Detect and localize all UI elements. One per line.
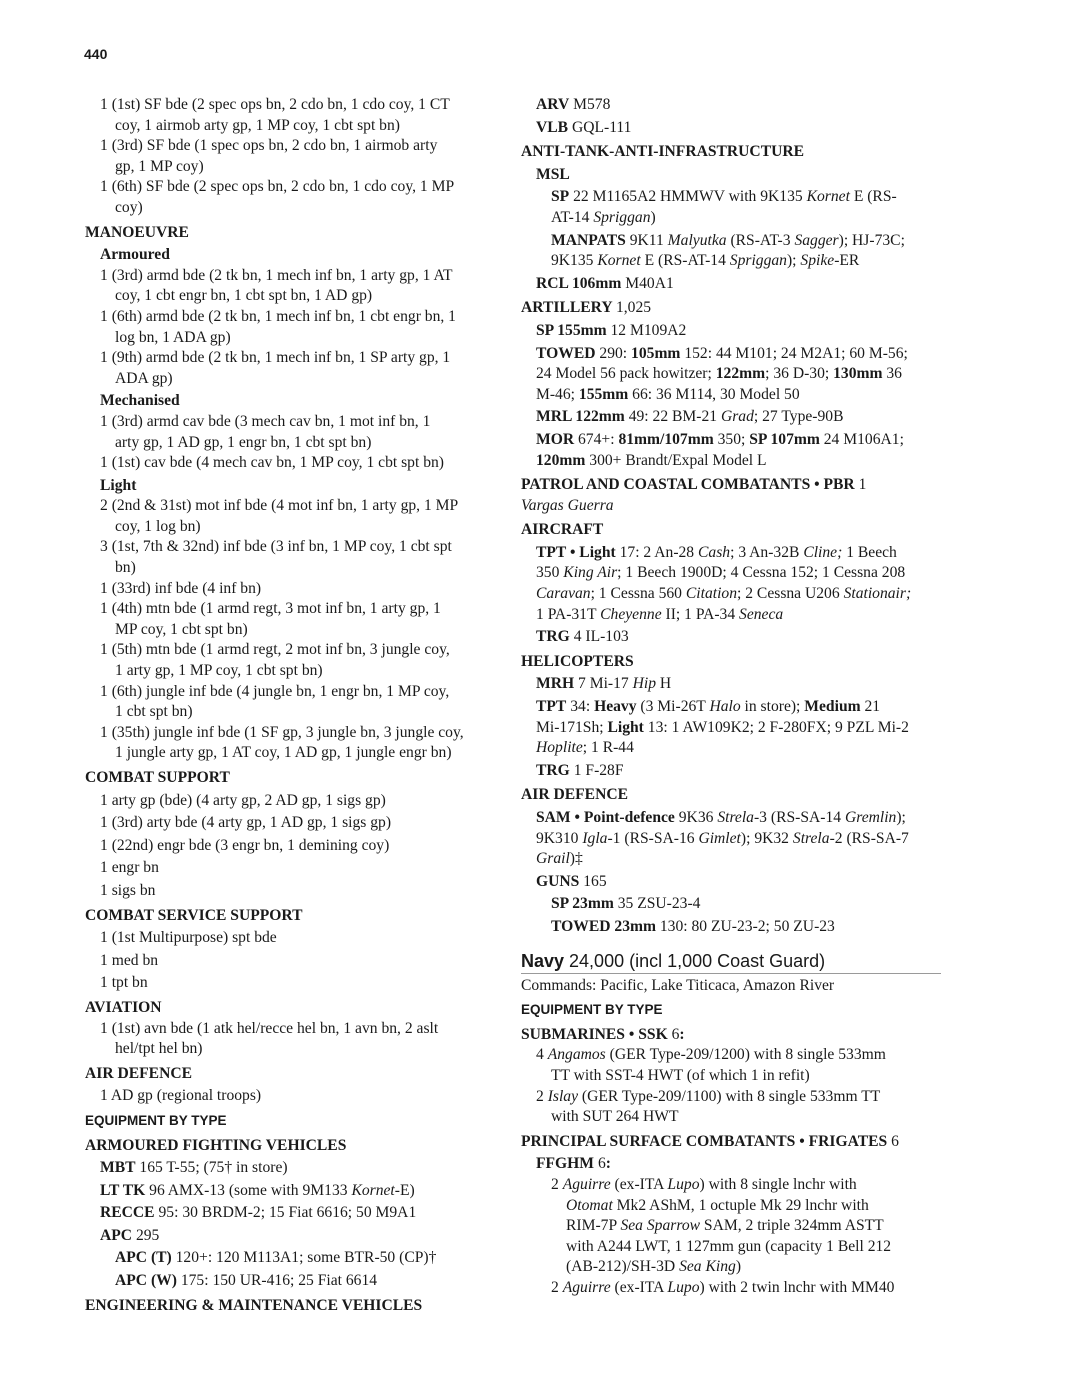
text-line: with SUT 264 HWT xyxy=(551,1108,679,1126)
text-line: ARV M578 xyxy=(536,96,611,113)
text-line: APC (W) 175: 150 UR-416; 25 Fiat 6614 xyxy=(115,1272,378,1290)
text-line: 1 sigs bn xyxy=(100,881,156,899)
text-line: TOWED 290: 105mm 152: 44 M101; 24 M2A1; 60 M-56; xyxy=(536,344,908,362)
section-heading: COMBAT SERVICE SUPPORT xyxy=(85,906,303,924)
text-line: 350 King Air; 1 Beech 1900D; 4 Cessna 152; 1 Cessna 208 xyxy=(536,564,906,582)
text-line: 1 (35th) jungle inf bde (1 SF gp, 3 jungle bn, 3 jungle coy, xyxy=(100,723,464,741)
text-line: coy, 1 log bn) xyxy=(115,517,201,535)
text-line: MP coy, 1 cbt spt bn) xyxy=(115,620,248,638)
text-line: 1 engr bn xyxy=(100,859,159,877)
text-line: 1 (9th) armd bde (2 tk bn, 1 mech inf bn, 1 SP arty gp, 1 xyxy=(100,349,451,367)
text-line: gp, 1 MP coy) xyxy=(115,157,204,175)
text-line: AT-14 Spriggan) xyxy=(551,208,656,226)
text-line: FFGHM 6: xyxy=(536,1155,611,1173)
text-line: APC (T) 120+: 120 M113A1; some BTR-50 (CP)† xyxy=(115,1249,437,1267)
right-column xyxy=(521,95,941,1298)
text-line: 1 (1st) SF bde (2 spec ops bn, 2 cdo bn, 1 cdo coy, 1 CT xyxy=(100,96,450,113)
text-line: SP 155mm 12 M109A2 xyxy=(536,321,687,339)
text-line: 1 cbt spt bn) xyxy=(115,703,193,721)
text-line: Grail)‡ xyxy=(536,850,583,868)
text-line: 1 AD gp (regional troops) xyxy=(100,1087,262,1105)
text-line: Mechanised xyxy=(100,392,180,410)
text-line: 1 (6th) SF bde (2 spec ops bn, 2 cdo bn, 1 cdo coy, 1 MP xyxy=(100,178,455,196)
text-line: RCL 106mm M40A1 xyxy=(536,274,674,292)
text-line: 1 (1st) cav bde (4 mech cav bn, 1 MP coy, 1 cbt spt bn) xyxy=(100,454,444,472)
text-line: 120mm 300+ Brandt/Expal Model L xyxy=(536,451,767,469)
text-line: MOR 674+: 81mm/107mm 350; SP 107mm 24 M106A1; xyxy=(536,430,904,448)
text-line: 24 Model 56 pack howitzer; 122mm; 36 D-30; 130mm 36 xyxy=(536,365,902,383)
section-heading: AIR DEFENCE xyxy=(521,786,629,804)
text-line: 1 (33rd) inf bde (4 inf bn) xyxy=(100,579,262,597)
text-line: hel/tpt hel bn) xyxy=(115,1040,203,1058)
equipment-heading: EQUIPMENT BY TYPE xyxy=(85,1112,227,1128)
text-line: Light xyxy=(100,476,137,494)
section-heading: ARMOURED FIGHTING VEHICLES xyxy=(85,1136,347,1154)
text-line: 1 (3rd) SF bde (1 spec ops bn, 2 cdo bn, 1 airmob arty xyxy=(100,137,438,155)
page-number: 440 xyxy=(84,46,108,62)
text-line: 2 Aguirre (ex-ITA Lupo) with 2 twin lnchr with MM40 xyxy=(551,1278,895,1296)
text-line: VLB GQL-111 xyxy=(536,118,632,136)
text-line: 9K135 Kornet E (RS-AT-14 Spriggan); Spike-ER xyxy=(551,252,860,270)
section-heading: ANTI-TANK-ANTI-INFRASTRUCTURE xyxy=(521,143,805,161)
text-line: RIM-7P Sea Sparrow SAM, 2 triple 324mm ASTT xyxy=(566,1217,884,1235)
text-line: 1 arty gp (bde) (4 arty gp, 2 AD gp, 1 sigs gp) xyxy=(100,791,386,809)
text-line: bn) xyxy=(115,559,136,577)
text-line: Vargas Guerra xyxy=(521,496,614,514)
text-line: TRG 1 F-28F xyxy=(536,761,624,779)
section-heading: ENGINEERING & MAINTENANCE VEHICLES xyxy=(85,1296,423,1314)
text-line: coy, 1 cbt engr bn, 1 cbt spt bn, 1 AD gp) xyxy=(115,287,373,305)
text-line: TPT • Light 17: 2 An-28 Cash; 3 An-32B Cline; 1 Beech xyxy=(536,543,897,561)
section-heading: AIRCRAFT xyxy=(521,521,604,539)
text-line: Hoplite; 1 R-44 xyxy=(536,739,634,757)
text-line: SAM • Point-defence 9K36 Strela-3 (RS-SA-14 Gremlin); xyxy=(536,809,906,826)
text-line: SP 23mm 35 ZSU-23-4 xyxy=(551,895,701,913)
section-heading: COMBAT SUPPORT xyxy=(85,769,230,786)
left-column xyxy=(85,95,505,1316)
text-line: TOWED 23mm 130: 80 ZU-23-2; 50 ZU-23 xyxy=(551,917,835,935)
text-line: 2 Islay (GER Type-209/1100) with 8 single 533mm TT xyxy=(536,1087,881,1105)
text-line: SP 22 M1165A2 HMMWV with 9K135 Kornet E (RS- xyxy=(551,188,897,206)
text-line: (AB-212)/SH-3D Sea King) xyxy=(566,1258,742,1276)
section-heading: AVIATION xyxy=(85,998,162,1016)
text-line: MSL xyxy=(536,165,570,183)
text-line: 1 jungle arty gp, 1 AT coy, 1 AD gp, 1 jungle engr bn) xyxy=(115,744,452,762)
text-line: coy, 1 airmob arty gp, 1 MP coy, 1 cbt spt bn) xyxy=(115,116,400,134)
text-line: 1 (3rd) armd bde (2 tk bn, 1 mech inf bn, 1 arty gp, 1 AT xyxy=(100,266,453,284)
text-line: 1 PA-31T Cheyenne II; 1 PA-34 Seneca xyxy=(536,605,784,623)
text-line: TPT 34: Heavy (3 Mi-26T Halo in store); Medium 21 xyxy=(536,698,881,716)
text-line: arty gp, 1 AD gp, 1 engr bn, 1 cbt spt bn) xyxy=(115,433,372,451)
text-line: Armoured xyxy=(100,246,170,264)
section-heading: ARTILLERY 1,025 xyxy=(521,299,652,317)
text-line: MRL 122mm 49: 22 BM-21 Grad; 27 Type-90B xyxy=(536,408,844,426)
text-line: LT TK 96 AMX-13 (some with 9M133 Kornet-E) xyxy=(100,1181,415,1199)
text-line: 2 Aguirre (ex-ITA Lupo) with 8 single lnchr with xyxy=(551,1175,857,1193)
text-line: 1 arty gp, 1 MP coy, 1 cbt spt bn) xyxy=(115,662,323,680)
text-line: GUNS 165 xyxy=(536,872,607,890)
text-line: log bn, 1 ADA gp) xyxy=(115,328,231,346)
text-line: 1 med bn xyxy=(100,951,159,969)
text-line: ADA gp) xyxy=(115,369,173,387)
text-line: 1 (22nd) engr bde (3 engr bn, 1 demining coy) xyxy=(100,836,390,854)
text-line: 3 (1st, 7th & 32nd) inf bde (3 inf bn, 1 MP coy, 1 cbt spt xyxy=(100,538,452,556)
text-line: MBT 165 T-55; (75† in store) xyxy=(100,1159,288,1177)
text-line: with A244 LWT, 1 127mm gun (capacity 1 Bell 212 xyxy=(566,1237,892,1255)
text-line: 1 (1st Multipurpose) spt bde xyxy=(100,929,277,947)
navy-heading: Navy 24,000 (incl 1,000 Coast Guard) xyxy=(521,950,941,974)
text-line: coy) xyxy=(115,198,143,216)
text-line: 9K310 Igla-1 (RS-SA-16 Gimlet); 9K32 Strela-2 (RS-SA-7 xyxy=(536,829,909,847)
section-heading: AIR DEFENCE xyxy=(85,1064,193,1082)
section-heading: SUBMARINES • SSK 6: xyxy=(521,1025,685,1043)
text-line: 1 (1st) avn bde (1 atk hel/recce hel bn, 1 avn bn, 2 aslt xyxy=(100,1019,439,1037)
section-heading: PRINCIPAL SURFACE COMBATANTS • FRIGATES 6 xyxy=(521,1132,899,1150)
text-line: 2 (2nd & 31st) mot inf bde (4 mot inf bn, 1 arty gp, 1 MP xyxy=(100,497,459,515)
text-line: 1 (6th) jungle inf bde (4 jungle bn, 1 engr bn, 1 MP coy, xyxy=(100,682,450,700)
section-heading: MANOEUVRE xyxy=(85,223,189,241)
text-line: RECCE 95: 30 BRDM-2; 15 Fiat 6616; 50 M9A1 xyxy=(100,1204,417,1222)
text-line: 1 (3rd) armd cav bde (3 mech cav bn, 1 mot inf bn, 1 xyxy=(100,412,431,430)
text-line: 1 tpt bn xyxy=(100,974,148,992)
text-line: Caravan; 1 Cessna 560 Citation; 2 Cessna U206 Stationair; xyxy=(536,585,912,603)
section-heading: PATROL AND COASTAL COMBATANTS • PBR 1 xyxy=(521,476,867,494)
text-line: APC 295 xyxy=(100,1226,160,1244)
text-line: MANPATS 9K11 Malyutka (RS-AT-3 Sagger); HJ-73C; xyxy=(551,231,905,249)
equipment-heading: EQUIPMENT BY TYPE xyxy=(521,1002,663,1018)
text-line: 1 (4th) mtn bde (1 armd regt, 3 mot inf bn, 1 arty gp, 1 xyxy=(100,600,441,618)
text-line: 4 Angamos (GER Type-209/1200) with 8 single 533mm xyxy=(536,1046,886,1064)
text-line: TRG 4 IL-103 xyxy=(536,628,629,646)
text-line: 1 (6th) armd bde (2 tk bn, 1 mech inf bn, 1 cbt engr bn, 1 xyxy=(100,307,456,325)
section-heading: HELICOPTERS xyxy=(521,652,634,670)
text-line: Commands: Pacific, Lake Titicaca, Amazon River xyxy=(521,976,835,994)
text-line: Mi-171Sh; Light 13: 1 AW109K2; 2 F-280FX; 9 PZL Mi-2 xyxy=(536,718,909,736)
text-line: TT with SST-4 HWT (of which 1 in refit) xyxy=(551,1066,810,1084)
text-line: MRH 7 Mi-17 Hip H xyxy=(536,675,672,693)
text-line: Otomat Mk2 AShM, 1 octuple Mk 29 lnchr with xyxy=(566,1196,869,1214)
text-line: 1 (5th) mtn bde (1 armd regt, 2 mot inf bn, 3 jungle coy, xyxy=(100,641,450,659)
text-line: 1 (3rd) arty bde (4 arty gp, 1 AD gp, 1 sigs gp) xyxy=(100,814,392,832)
text-line: M-46; 155mm 66: 36 M114, 30 Model 50 xyxy=(536,385,800,403)
